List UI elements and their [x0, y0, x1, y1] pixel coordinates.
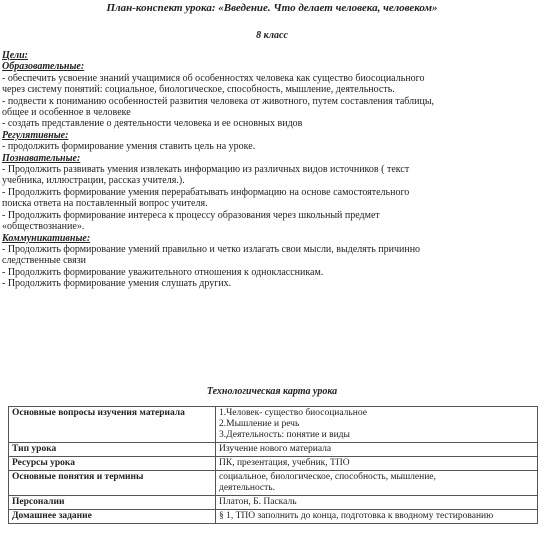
table-value-line: 1.Человек- существо биосоциальное — [219, 408, 367, 418]
section-line: - Продолжить развивать умения извлекать информацию из различных видов источников ( текст — [2, 164, 410, 176]
table-value-line: социальное, биологическое, способность, мышление, — [219, 472, 436, 482]
goals-body — [2, 50, 538, 290]
section-line: «обществознание». — [2, 221, 85, 233]
section-line: - создать представление о деятельности человека и ее основных видов — [2, 118, 303, 130]
section-heading: Коммуникативные: — [2, 232, 91, 244]
table-row-key: Домашнее задание — [9, 510, 216, 524]
table-caption: Технологическая карта урока — [206, 386, 338, 397]
table-value-line: Платон, Б. Паскаль — [219, 497, 297, 507]
table-row-key: Персоналии — [9, 496, 216, 510]
section-line: - Продолжить формирование умения слушать других. — [2, 278, 232, 290]
table-row-key: Тип урока — [9, 443, 216, 457]
table-value-line: 2.Мышление и речь — [219, 419, 300, 429]
section-heading: Познавательные: — [2, 152, 81, 164]
table-row-key: Основные понятия и термины — [9, 471, 216, 496]
table-value-line: деятельность. — [219, 483, 276, 493]
table-row-key: Основные вопросы изучения материала — [9, 407, 216, 443]
section-line: общее и особенное в человеке — [2, 107, 131, 119]
section-heading: Образовательные: — [2, 61, 85, 73]
section-heading: Цели: — [2, 50, 28, 61]
document-title: План-конспект урока: «Введение. Что делает человека, человеком» — [106, 2, 438, 14]
table-row-value — [216, 510, 538, 524]
table-value-line: 3.Деятельность: понятие и виды — [219, 430, 350, 440]
table-row — [9, 407, 538, 443]
section-heading: Регулятивные: — [2, 129, 69, 141]
table-row — [9, 496, 538, 510]
table-row-key: Ресурсы урока — [9, 457, 216, 471]
section-line: учебника, иллюстрации, рассказ учителя.). — [2, 175, 185, 187]
section-line: - Продолжить формирование умения перерабатывать информацию на основе самостоятельного — [2, 186, 410, 198]
table-value-line: § 1, ТПО заполнить до конца, подготовка к вводному тестированию — [219, 511, 494, 521]
table-row-value — [216, 443, 538, 457]
section-line: - Продолжить формирование уважительного отношения к одноклассникам. — [2, 266, 324, 278]
section-line: поиска ответа на поставленный вопрос учителя. — [2, 198, 208, 210]
section-line: следственные связи — [2, 255, 87, 267]
grade-label: 8 класс — [256, 30, 288, 41]
section-line: - Продолжить формирование умений правильно и четко излагать свои мысли, выделять причинно — [2, 243, 421, 255]
table-row — [9, 443, 538, 457]
table-row-value — [216, 407, 538, 443]
section-line: - продолжить формирование умения ставить цель на уроке. — [2, 141, 256, 153]
table-row-value — [216, 496, 538, 510]
table-row — [9, 510, 538, 524]
table-row — [9, 457, 538, 471]
tech-map-table — [8, 406, 538, 524]
table-value-line: ПК, презентация, учебник, ТПО — [219, 458, 350, 468]
table-row-value — [216, 471, 538, 496]
table-row-value — [216, 457, 538, 471]
table-row — [9, 471, 538, 496]
section-line: - обеспечить усвоение знаний учащимися об особенностях человека как существо биосоциального — [2, 72, 425, 84]
section-line: - Продолжить формирование интереса к процессу образования через школьный предмет — [2, 209, 380, 221]
table-value-line: Изучение нового материала — [219, 444, 332, 454]
section-line: через систему понятий: социальное, биологическое, способность, мышление, деятельность. — [2, 84, 395, 96]
section-line: - подвести к пониманию особенностей развития человека от животного, путем составления таблицы, — [2, 95, 435, 107]
